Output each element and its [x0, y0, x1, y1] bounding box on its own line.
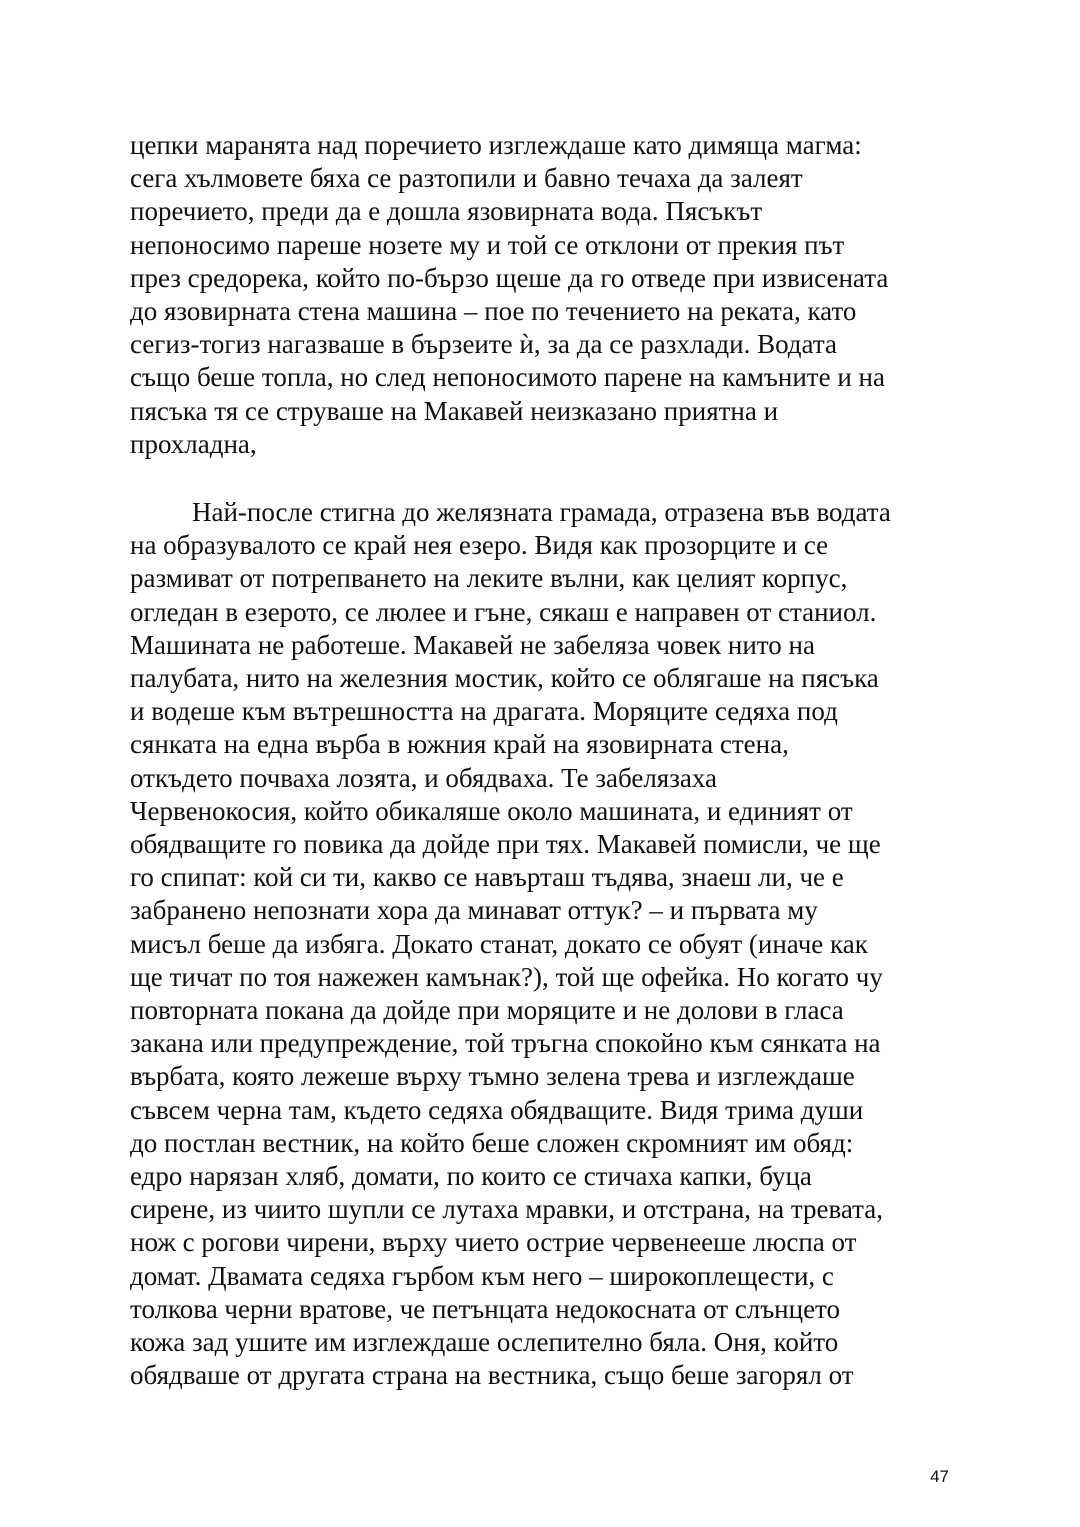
text-line: до язовирната стена машина – пое по течението на реката, като [130, 296, 857, 327]
text-line: повторната покана да дойде при моряците и не долови в гласа [130, 995, 844, 1026]
text-line: Машината не работеше. Макавей не забеляза човек нито на [130, 629, 815, 660]
text-line: огледан в езерото, се люлее и гъне, сякаш е направен от станиол. [130, 596, 877, 627]
text-line: и водеше към вътрешността на драгата. Моряците седяха под [130, 696, 838, 727]
page-number: 47 [930, 1467, 949, 1486]
text-line: закана или предупреждение, той тръгна спокойно към сянката на [130, 1028, 881, 1059]
text-line: нож с рогови чирени, върху чието острие червенееше люспа от [130, 1227, 857, 1258]
text-line: откъдето почваха лозята, и обядваха. Те забелязаха [130, 762, 717, 793]
text-line: домат. Двамата седяха гърбом към него – широкоплещести, с [130, 1260, 834, 1291]
text-line: на образувалото се край нея езеро. Видя как прозорците и се [130, 530, 829, 561]
text-line: кожа зад ушите им изглеждаше ослепително бяла. Оня, който [130, 1327, 839, 1358]
paragraph-1 [130, 129, 960, 461]
text-line: палубата, нито на железния мостик, който се облягаше на пясъка [130, 663, 879, 694]
text-line: обядваше от другата страна на вестника, също беше загорял от [130, 1360, 854, 1391]
text-line: поречието, преди да е дошла язовирната вода. Пясъкът [130, 196, 763, 227]
text-line: прохладна, [130, 428, 257, 459]
text-line: също беше топла, но след непоносимото парене на камъните и на [130, 362, 885, 393]
text-line: сегиз-тогиз нагазваше в бързеите ѝ, за да се разхлади. Водата [130, 329, 837, 360]
text-line: размиват от потрепването на леките вълни, как целият корпус, [130, 563, 848, 594]
text-line: сирене, из чиито шупли се лутаха мравки, и отстрана, на тревата, [130, 1194, 884, 1225]
text-line: Най-после стигна до желязната грамада, отразена във водата [192, 497, 891, 527]
text-line: мисъл беше да избяга. Докато станат, докато се обуят (иначе как [130, 928, 868, 959]
text-line: пясъка тя се струваше на Макавей неизказано приятна и [130, 395, 779, 426]
text-line: ще тичат по тоя нажежен камънак?), той ще офейка. Но когато чу [130, 961, 883, 992]
text-line: сега хълмовете бяха се разтопили и бавно течаха да залеят [130, 163, 803, 194]
text-line: забранено непознати хора да минават оттук? – и първата му [130, 895, 818, 926]
text-line: Червенокосия, който обикаляше около машината, и единият от [130, 795, 853, 826]
text-line: цепки маранята над поречието изглеждаше като димяща магма: [130, 130, 862, 160]
text-line: едро нарязан хляб, домати, по които се стичаха капки, буца [130, 1161, 812, 1192]
text-line: непоносимо пареше нозете му и той се отклони от прекия път [130, 229, 845, 260]
paragraph-2 [130, 496, 960, 1392]
text-line: до постлан вестник, на който беше сложен скромният им обяд: [130, 1127, 854, 1158]
text-line: върбата, която лежеше върху тъмно зелена трева и изглеждаше [130, 1061, 855, 1092]
text-line: го спипат: кой си ти, какво се навърташ тъдява, знаеш ли, че е [130, 862, 844, 893]
text-line: толкова черни вратове, че петънцата недокосната от слънцето [130, 1293, 841, 1324]
text-line: съвсем черна там, където седяха обядващите. Видя трима души [130, 1094, 864, 1125]
text-line: сянката на една върба в южния край на язовирната стена, [130, 729, 789, 760]
text-line: обядващите го повика да дойде при тях. Макавей помисли, че ще [130, 829, 881, 860]
text-line: през средорека, който по-бързо щеше да го отведе при извисената [130, 262, 889, 293]
